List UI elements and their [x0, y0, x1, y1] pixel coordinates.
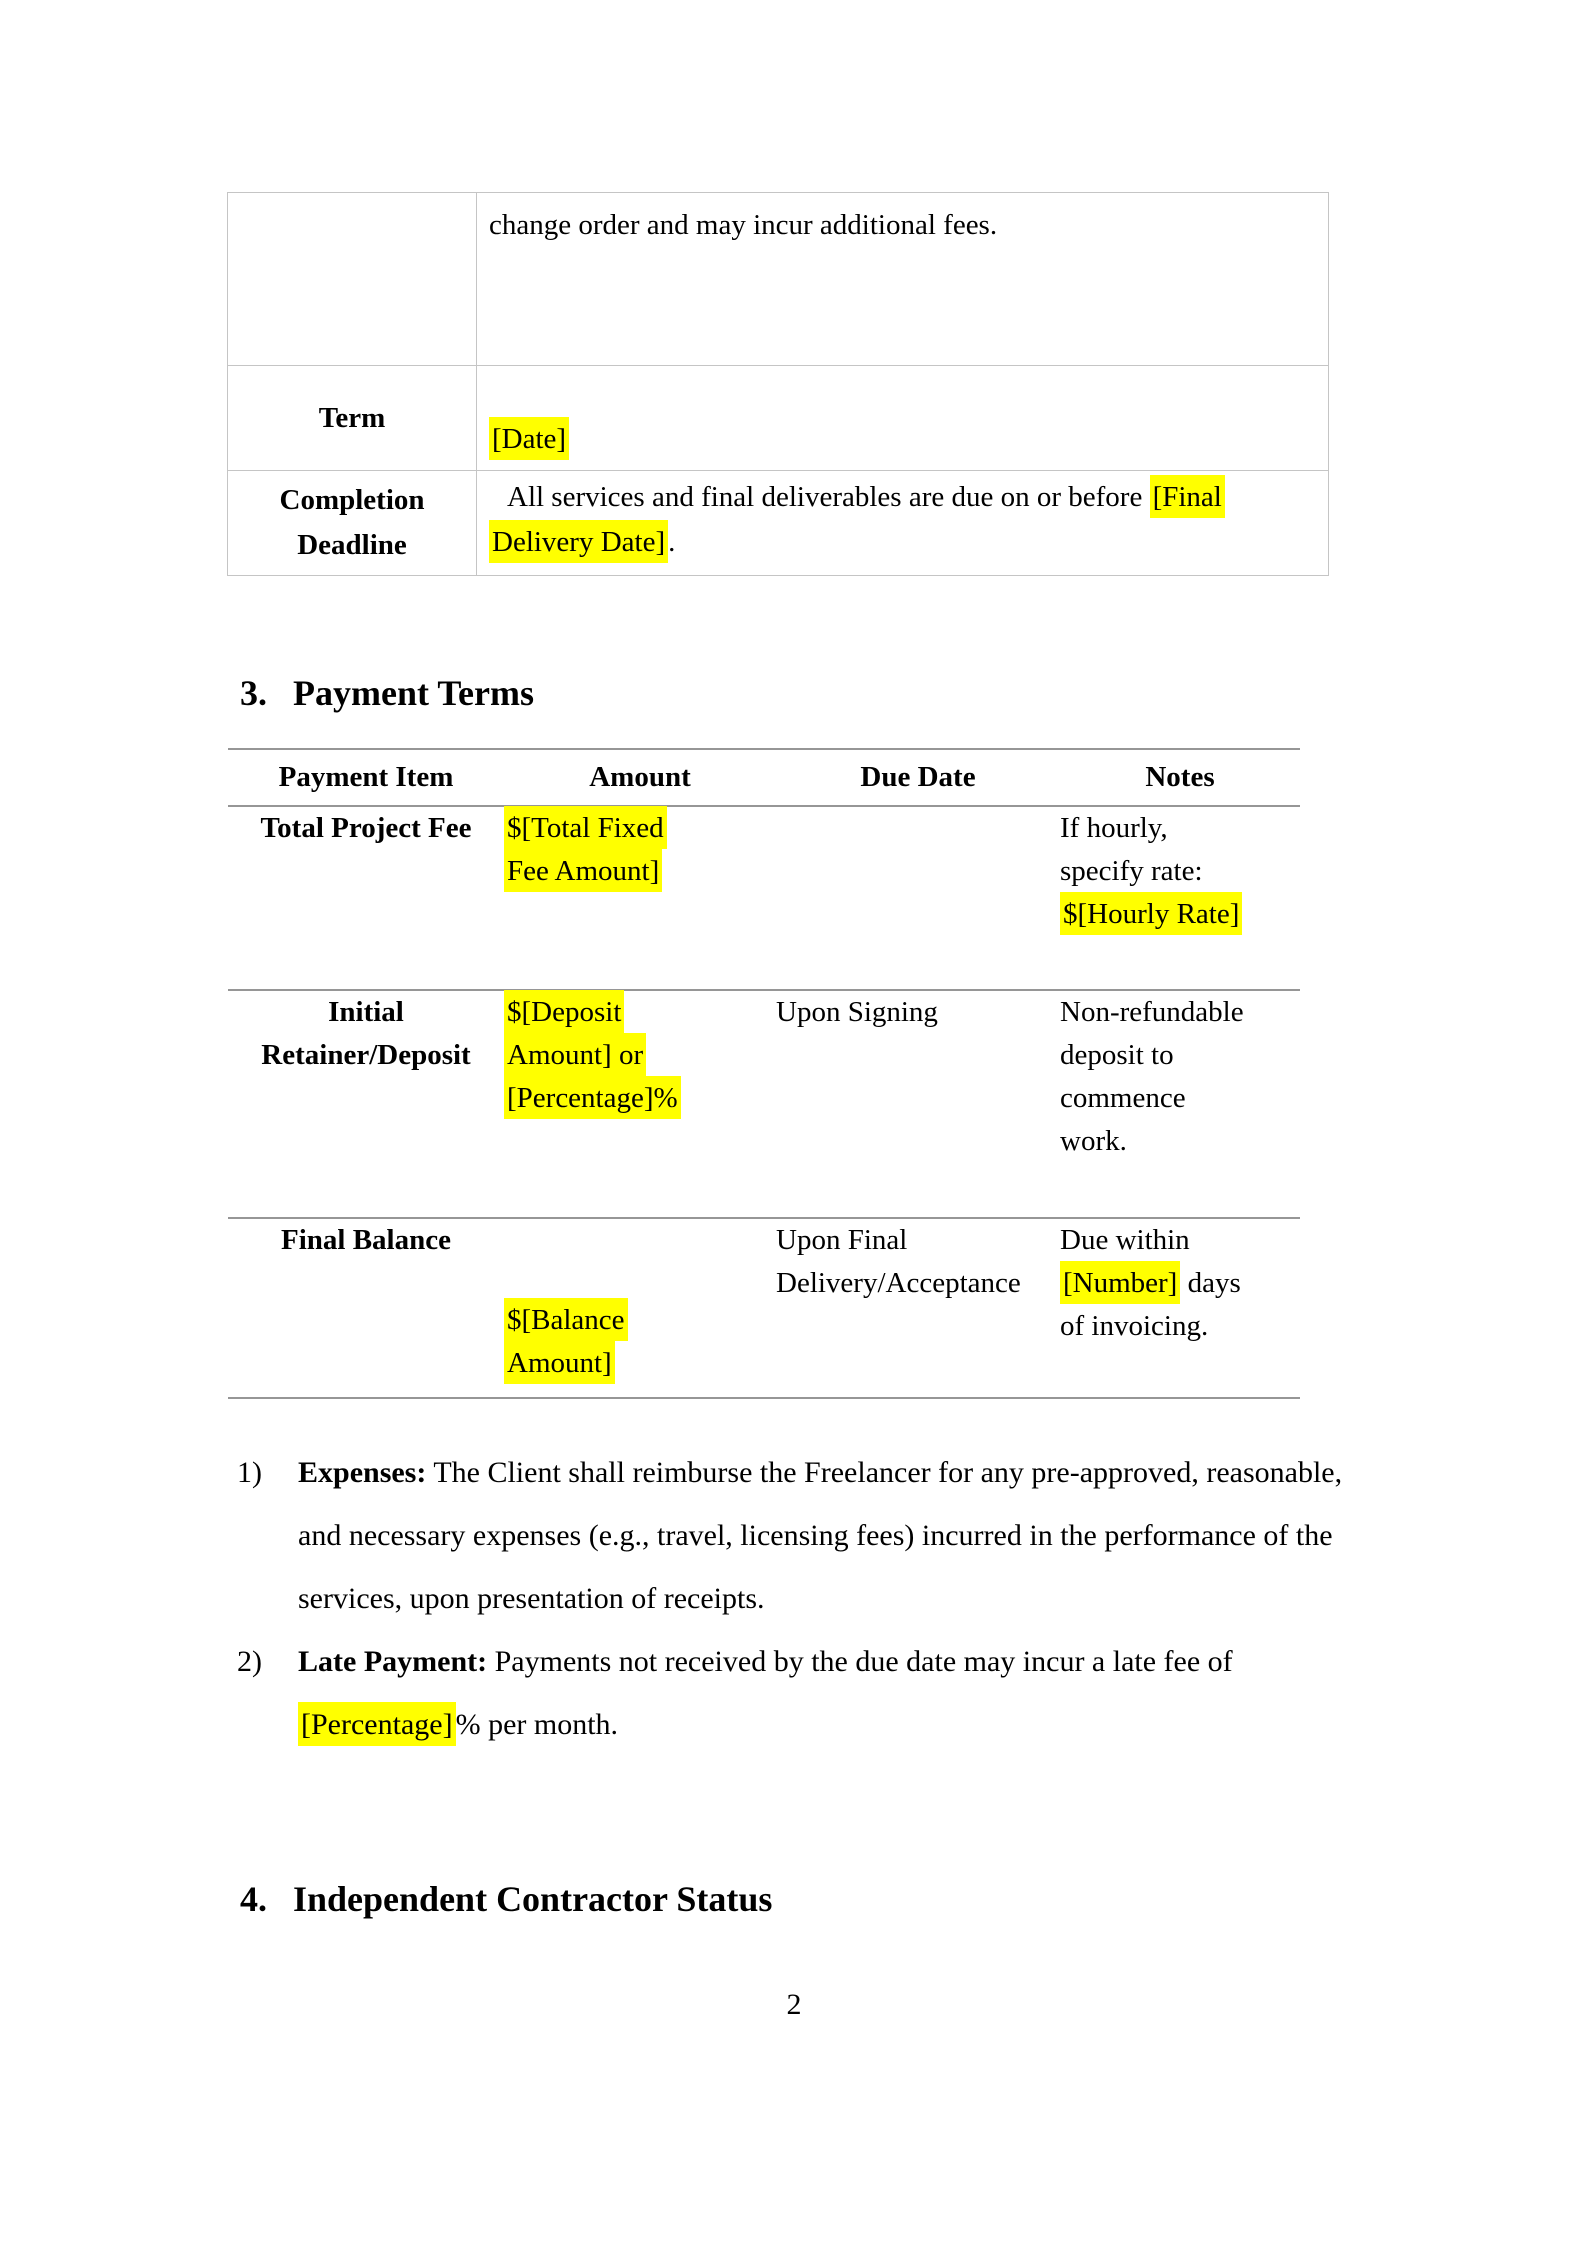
completion-line2: Delivery Date] .	[489, 520, 1328, 565]
amount-cell	[504, 990, 776, 1218]
late-payment-lead: Late Payment:	[298, 1645, 488, 1678]
terms-table	[227, 192, 1329, 576]
due-date-cell: Upon Signing	[776, 990, 1060, 1218]
section-4-heading	[240, 1878, 772, 1920]
payment-item-cell: Initial Retainer/Deposit	[228, 990, 504, 1218]
deposit-percentage-placeholder: [Percentage]%	[504, 1076, 681, 1119]
table-row	[228, 366, 1329, 471]
term-label: Term	[228, 366, 477, 471]
payment-item-cell: Total Project Fee	[228, 806, 504, 990]
header-notes: Notes	[1060, 749, 1300, 806]
completion-label-line1: Completion	[279, 484, 425, 516]
completion-deadline-label	[228, 471, 477, 576]
term-value-cell	[477, 366, 1329, 471]
payment-table	[228, 748, 1300, 1399]
list-number: 1)	[237, 1456, 262, 1489]
section-4-number: 4.	[240, 1879, 267, 1919]
section-4-title: Independent Contractor Status	[293, 1879, 773, 1919]
amount-cell	[504, 806, 776, 990]
deposit-placeholder-line2: Amount] or	[504, 1033, 646, 1076]
page-number: 2	[786, 1988, 802, 2021]
terms-empty-label-cell	[228, 193, 477, 366]
table-row	[228, 471, 1329, 576]
late-payment-text-tail: % per month.	[455, 1708, 619, 1741]
completion-line1: All services and final deliverables are due on or before [Final	[489, 475, 1328, 520]
hourly-rate-placeholder: $[Hourly Rate]	[1060, 892, 1242, 935]
amount-cell	[504, 1218, 776, 1398]
change-order-text: change order and may incur additional fees.	[489, 209, 998, 241]
balance-placeholder-line2: Amount]	[504, 1341, 615, 1384]
notes-cell: Due within [Number] days of invoicing.	[1060, 1218, 1300, 1398]
final-delivery-placeholder-part2: Delivery Date]	[489, 520, 668, 563]
expenses-lead: Expenses:	[298, 1456, 427, 1489]
header-amount: Amount	[504, 749, 776, 806]
terms-change-order-cell	[477, 193, 1329, 366]
due-date-cell: Upon Final Delivery/Acceptance	[776, 1218, 1060, 1398]
late-payment-text: Payments not received by the due date may incur a late fee of	[487, 1645, 1233, 1678]
late-fee-percentage-placeholder: [Percentage]	[298, 1702, 456, 1746]
table-row	[228, 193, 1329, 366]
payment-terms-list	[237, 1441, 1367, 1756]
notes-cell: If hourly, specify rate: $[Hourly Rate]	[1060, 806, 1300, 990]
completion-label-line2: Deadline	[297, 529, 407, 561]
list-number: 2)	[237, 1645, 262, 1678]
table-row	[228, 990, 1300, 1218]
final-delivery-placeholder-part1: [Final	[1150, 475, 1225, 518]
payment-item-cell: Final Balance	[228, 1218, 504, 1398]
deposit-placeholder-line1: $[Deposit	[504, 990, 624, 1033]
section-3-number: 3.	[240, 673, 267, 713]
payment-header-row	[228, 749, 1300, 806]
date-placeholder: [Date]	[489, 417, 569, 460]
number-placeholder: [Number]	[1060, 1261, 1180, 1304]
expenses-text: The Client shall reimburse the Freelancer for any pre-approved, reasonable, and necessary expenses (e.g., travel, licensing fees) incurred in the performance of the services, upon presentation of receipts.	[298, 1456, 1343, 1615]
table-row	[228, 1218, 1300, 1398]
header-due-date: Due Date	[776, 749, 1060, 806]
completion-deadline-value-cell	[477, 471, 1329, 576]
header-payment-item: Payment Item	[228, 749, 504, 806]
due-date-cell	[776, 806, 1060, 990]
total-fee-placeholder-line1: $[Total Fixed	[504, 806, 667, 849]
list-item-late-payment	[237, 1630, 1367, 1756]
section-3-title: Payment Terms	[293, 673, 534, 713]
total-fee-placeholder-line2: Fee Amount]	[504, 849, 662, 892]
section-3-heading	[240, 672, 534, 714]
table-row	[228, 806, 1300, 990]
balance-placeholder-line1: $[Balance	[504, 1298, 628, 1341]
notes-cell: Non-refundable deposit to commence work.	[1060, 990, 1300, 1218]
list-item-expenses	[237, 1441, 1367, 1630]
